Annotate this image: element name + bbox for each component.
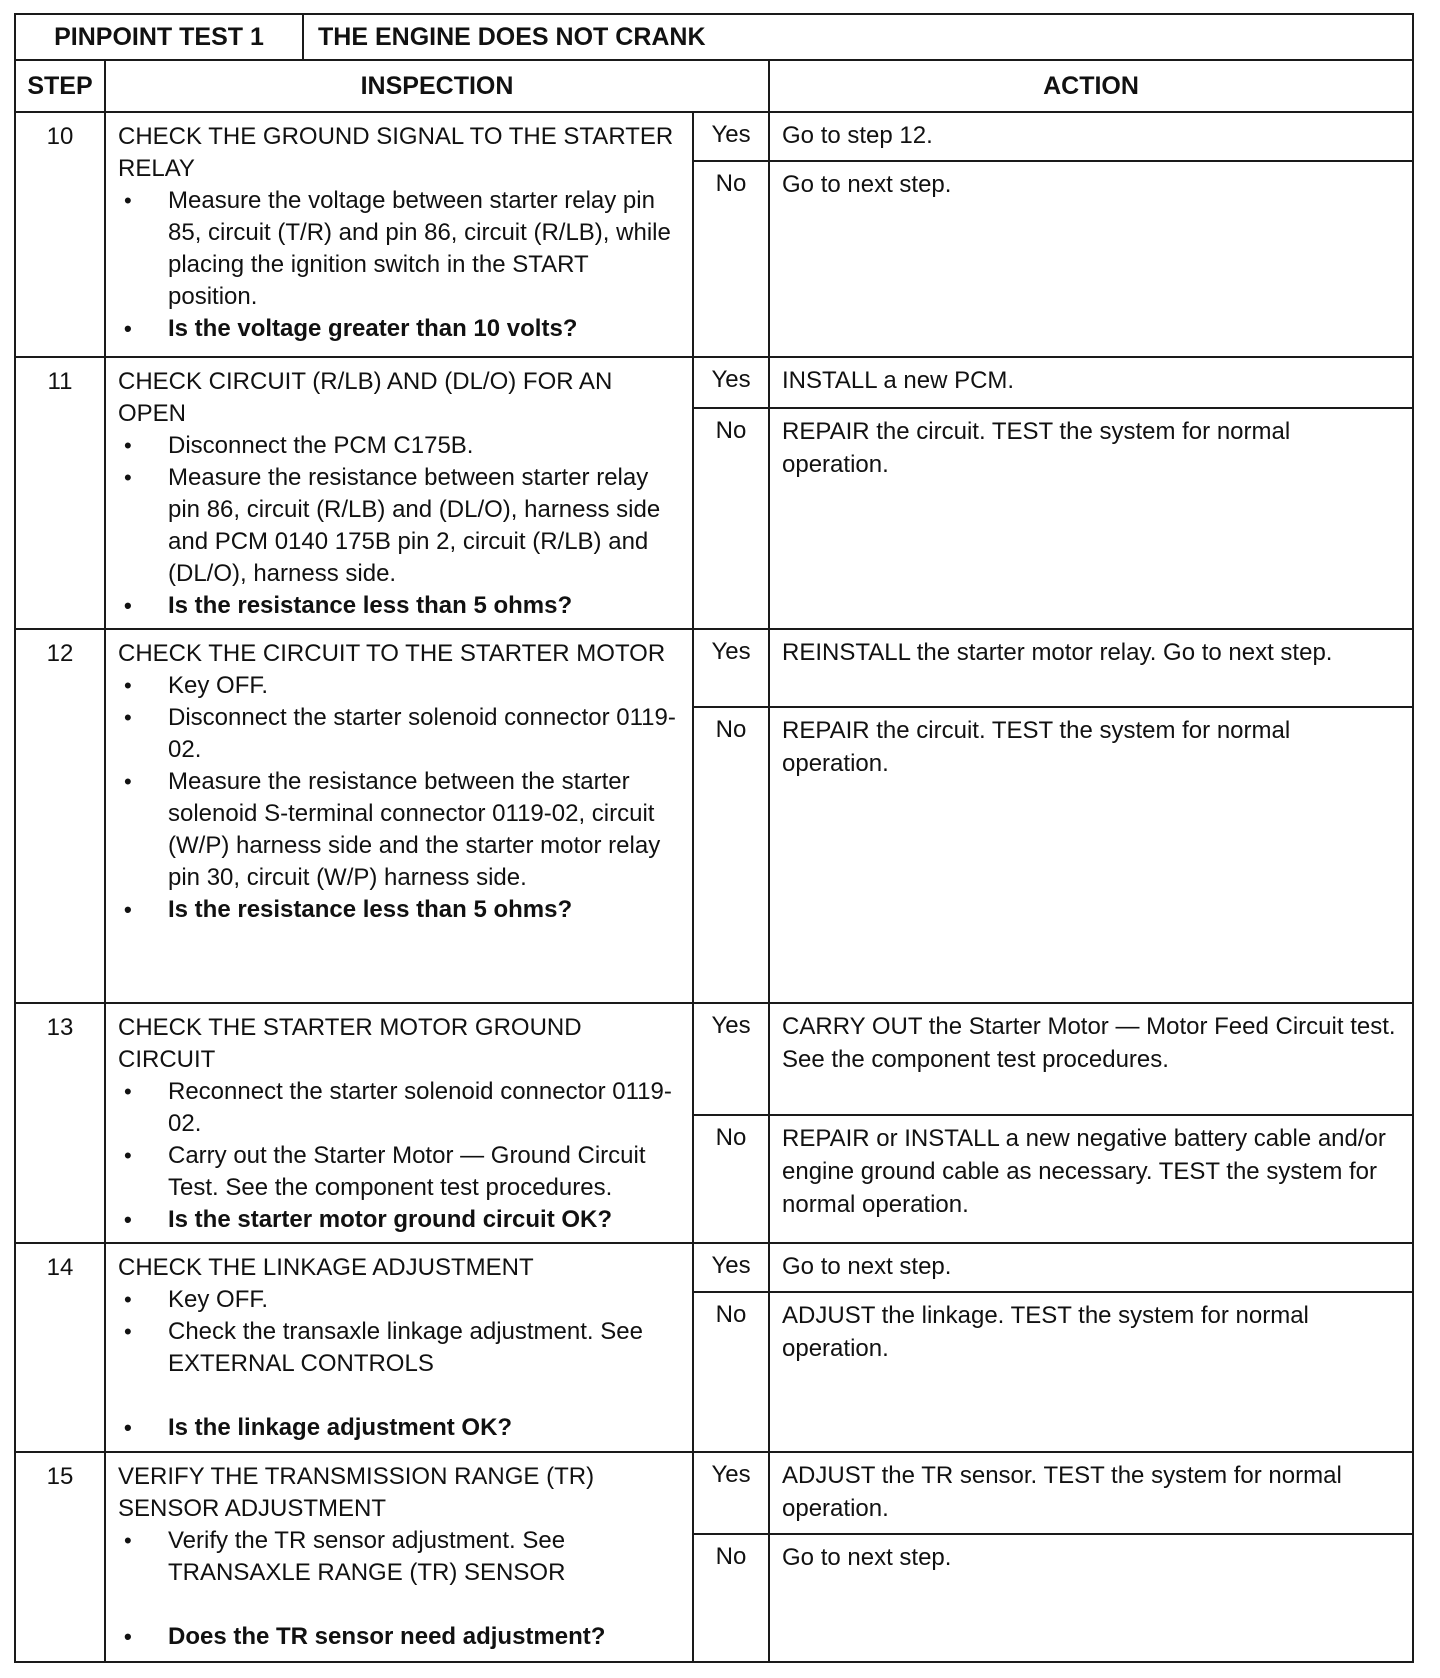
yes-action: CARRY OUT the Starter Motor — Motor Feed Circuit test. See the component test procedures. (769, 1003, 1413, 1115)
inspection-title: CHECK THE LINKAGE ADJUSTMENT (118, 1254, 534, 1281)
step-number: 13 (15, 1003, 105, 1243)
test-label: PINPOINT TEST 1 (15, 14, 303, 60)
yes-action: Go to next step. (769, 1243, 1413, 1292)
yes-action: Go to step 12. (769, 112, 1413, 161)
yes-action: REINSTALL the starter motor relay. Go to next step. (769, 629, 1413, 707)
yes-label: Yes (693, 357, 769, 408)
inspection-bullet: • Measure the resistance between the starter solenoid S-terminal connector 0119-02, circuit (W/P) harness side and the starter motor relay pin 30, circuit (W/P) harness side. (168, 766, 680, 894)
no-action: REPAIR or INSTALL a new negative battery cable and/or engine ground cable as necessary. TEST the system for normal operation. (769, 1115, 1413, 1243)
step-number: 12 (15, 629, 105, 1003)
no-action: REPAIR the circuit. TEST the system for normal operation. (769, 408, 1413, 629)
inspection-bullets (118, 1076, 680, 1236)
step-row (15, 357, 1413, 408)
column-header-row (15, 60, 1413, 112)
inspection-title: CHECK THE GROUND SIGNAL TO THE STARTER RELAY (118, 123, 674, 182)
inspection-question: • Is the starter motor ground circuit OK? (168, 1204, 680, 1236)
inspection-question: • Is the resistance less than 5 ohms? (168, 590, 680, 622)
step-row (15, 1003, 1413, 1115)
inspection-title: CHECK THE STARTER MOTOR GROUND CIRCUIT (118, 1014, 582, 1073)
inspection-cell (105, 1452, 693, 1662)
no-label: No (693, 1292, 769, 1452)
inspection-bullet: • Disconnect the starter solenoid connector 0119-02. (168, 702, 680, 766)
inspection-bullet: • Measure the resistance between starter relay pin 86, circuit (R/LB) and (DL/O), harness side and PCM 0140 175B pin 2, circuit (R/LB) and (DL/O), harness side. (168, 462, 680, 590)
step-column-header: STEP (15, 60, 105, 112)
yes-label: Yes (693, 629, 769, 707)
step-number: 11 (15, 357, 105, 629)
inspection-question: • Is the voltage greater than 10 volts? (168, 313, 680, 345)
no-label: No (693, 408, 769, 629)
step-row (15, 1452, 1413, 1534)
inspection-bullet: • Check the transaxle linkage adjustment. See EXTERNAL CONTROLS (168, 1316, 680, 1380)
inspection-column-header: INSPECTION (105, 60, 769, 112)
inspection-bullets (118, 1525, 680, 1653)
inspection-cell (105, 357, 693, 629)
yes-label: Yes (693, 112, 769, 161)
yes-label: Yes (693, 1243, 769, 1292)
inspection-bullets (118, 1284, 680, 1444)
step-row (15, 1243, 1413, 1292)
inspection-bullet: • Key OFF. (168, 1284, 680, 1316)
inspection-cell (105, 1003, 693, 1243)
inspection-cell (105, 629, 693, 1003)
no-label: No (693, 161, 769, 357)
step-row (15, 112, 1413, 161)
inspection-question: • Is the linkage adjustment OK? (168, 1412, 680, 1444)
inspection-bullet: • Key OFF. (168, 670, 680, 702)
no-action: Go to next step. (769, 1534, 1413, 1662)
step-number: 10 (15, 112, 105, 357)
yes-label: Yes (693, 1452, 769, 1534)
inspection-bullets (118, 670, 680, 926)
inspection-bullets (118, 185, 680, 345)
no-label: No (693, 1115, 769, 1243)
inspection-question: • Is the resistance less than 5 ohms? (168, 894, 680, 926)
inspection-bullet: • Disconnect the PCM C175B. (168, 430, 680, 462)
inspection-bullet: • Reconnect the starter solenoid connector 0119-02. (168, 1076, 680, 1140)
no-label: No (693, 1534, 769, 1662)
test-header-row (15, 14, 1413, 60)
pinpoint-test-table (14, 13, 1414, 1663)
inspection-bullet: • Verify the TR sensor adjustment. See TRANSAXLE RANGE (TR) SENSOR (168, 1525, 680, 1589)
yes-action: INSTALL a new PCM. (769, 357, 1413, 408)
test-title: THE ENGINE DOES NOT CRANK (303, 14, 1413, 60)
no-action: Go to next step. (769, 161, 1413, 357)
step-number: 15 (15, 1452, 105, 1662)
no-action: ADJUST the linkage. TEST the system for normal operation. (769, 1292, 1413, 1452)
inspection-bullet: • Measure the voltage between starter relay pin 85, circuit (T/R) and pin 86, circuit (R/LB), while placing the ignition switch in the START position. (168, 185, 680, 313)
yes-label: Yes (693, 1003, 769, 1115)
action-column-header: ACTION (769, 60, 1413, 112)
no-action: REPAIR the circuit. TEST the system for normal operation. (769, 707, 1413, 1003)
no-label: No (693, 707, 769, 1003)
inspection-title: VERIFY THE TRANSMISSION RANGE (TR) SENSOR ADJUSTMENT (118, 1463, 595, 1522)
inspection-bullet: • Carry out the Starter Motor — Ground Circuit Test. See the component test procedures. (168, 1140, 680, 1204)
inspection-title: CHECK THE CIRCUIT TO THE STARTER MOTOR (118, 640, 666, 667)
step-row (15, 629, 1413, 707)
yes-action: ADJUST the TR sensor. TEST the system for normal operation. (769, 1452, 1413, 1534)
step-number: 14 (15, 1243, 105, 1452)
inspection-title: CHECK CIRCUIT (R/LB) AND (DL/O) FOR AN OPEN (118, 368, 613, 427)
inspection-question: • Does the TR sensor need adjustment? (168, 1621, 680, 1653)
inspection-cell (105, 1243, 693, 1452)
inspection-bullets (118, 430, 680, 622)
inspection-cell (105, 112, 693, 357)
